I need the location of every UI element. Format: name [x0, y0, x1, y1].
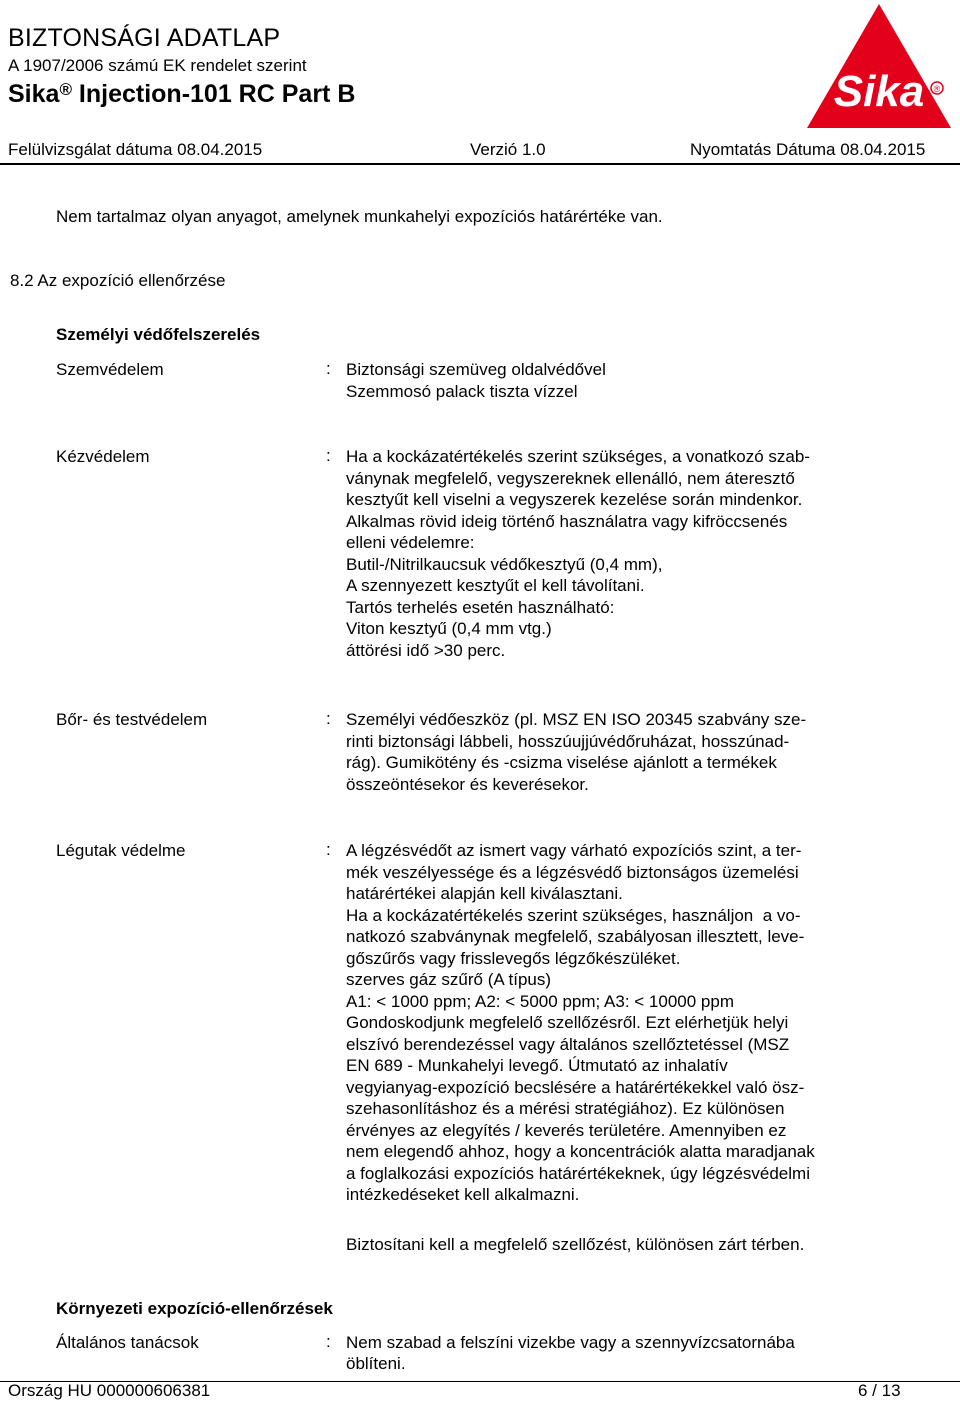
section-heading: 8.2 Az expozíció ellenőrzése [10, 271, 226, 290]
ppe-heading: Személyi védőfelszerelés [56, 325, 261, 344]
version: Verzió 1.0 [470, 140, 546, 159]
footer-country: Ország HU 000000606381 [8, 1381, 211, 1400]
general-advice-value [346, 1332, 795, 1374]
text-line: A szennyezett kesztyűt el kell távolítani. [346, 576, 645, 595]
registered-mark: ® [59, 80, 72, 99]
text-line: elleni védelemre: [346, 533, 475, 552]
product-name [8, 80, 355, 109]
text-line: érvényes az elegyítés / keverés területére. Amennyiben ez [346, 1120, 787, 1140]
print-date: Nyomtatás Dátuma 08.04.2015 [690, 140, 926, 159]
ventilation-note: Biztosítani kell a megfelelő szellőzést, különösen zárt térben. [346, 1235, 805, 1254]
header-divider [0, 163, 960, 165]
text-line: a foglalkozási expozíciós határértékeknek, úgy légzésvédelmi [346, 1163, 810, 1183]
text-line: szehasonlításhoz és a mérési stratégiához). Ez különösen [346, 1099, 785, 1118]
text-line: intézkedéseket kell alkalmazni. [346, 1185, 580, 1204]
text-line: A1: < 1000 ppm; A2: < 5000 ppm; A3: < 10000 ppm [346, 991, 734, 1011]
text-line: nem elegendő ahhoz, hogy a koncentrációk alatta maradjanak [346, 1142, 815, 1161]
text-line: vegyianyag-expozíció becslésére a határértékekkel való ösz- [346, 1077, 805, 1097]
text-line: Butil-/Nitrilkaucsuk védőkesztyű (0,4 mm), [346, 554, 663, 574]
respiratory-protection-value [346, 840, 815, 1206]
text-line: kesztyűt kell viselni a vegyszerek kezelése során mindenkor. [346, 490, 803, 509]
hand-protection-label: Kézvédelem [56, 447, 150, 466]
colon: : [326, 709, 331, 728]
eye-protection-label: Szemvédelem [56, 360, 164, 379]
skin-protection-label: Bőr- és testvédelem [56, 710, 208, 729]
text-line: elszívó berendezéssel vagy általános szellőztetéssel (MSZ [346, 1034, 790, 1054]
product-title-rest: Injection-101 RC Part B [71, 80, 356, 108]
text-line: natkozó szabványnak megfelelő, szabályosan illesztett, leve- [346, 927, 805, 946]
regulation-line: A 1907/2006 számú EK rendelet szerint [8, 56, 307, 75]
text-line: EN 689 - Munkahelyi levegő. Útmutató az inhalatív [346, 1056, 728, 1075]
text-line: Ha a kockázatértékelés szerint szükséges, használjon a vo- [346, 905, 801, 925]
text-line: rinti biztonsági lábbeli, hosszúujjúvédőruházat, hosszúnad- [346, 731, 790, 751]
text-line: gőszűrős vagy frisslevegős légzőkészüléket. [346, 948, 681, 968]
colon: : [326, 840, 331, 859]
text-line: Nem szabad a felszíni vizekbe vagy a szennyvízcsatornába [346, 1333, 795, 1352]
colon: : [326, 446, 331, 465]
text-line: rág). Gumikötény és -csizma viselése ajánlott a termékek [346, 753, 777, 772]
text-line: öblíteni. [346, 1354, 406, 1373]
logo-registered: ® [933, 84, 941, 94]
text-line: Ha a kockázatértékelés szerint szükséges, a vonatkozó szab- [346, 447, 810, 466]
colon: : [326, 1332, 331, 1351]
document-type-title: BIZTONSÁGI ADATLAP [8, 24, 281, 52]
text-line: Biztonsági szemüveg oldalvédővel [346, 360, 606, 379]
text-line: Viton kesztyű (0,4 mm vtg.) [346, 619, 552, 638]
respiratory-protection-label: Légutak védelme [56, 841, 186, 860]
text-line: Alkalmas rövid ideig történő használatra vagy kifröccsenés [346, 511, 788, 531]
sika-logo-icon [804, 2, 954, 130]
colon: : [326, 359, 331, 378]
product-brand: Sika [8, 80, 60, 108]
text-line: határértékei alapján kell kiválasztani. [346, 884, 623, 903]
hand-protection-value [346, 446, 810, 661]
general-advice-label: Általános tanácsok [56, 1333, 199, 1352]
environmental-heading: Környezeti expozíció-ellenőrzések [56, 1299, 333, 1318]
text-line: ványnak megfelelő, vegyszereknek ellenálló, nem áteresztő [346, 468, 795, 488]
revision-date: Felülvizsgálat dátuma 08.04.2015 [8, 140, 263, 159]
text-line: Személyi védőeszköz (pl. MSZ EN ISO 20345 szabvány sze- [346, 710, 807, 729]
text-line: A légzésvédőt az ismert vagy várható expozíciós szint, a ter- [346, 841, 802, 860]
logo-text: Sika [833, 67, 925, 116]
intro-text: Nem tartalmaz olyan anyagot, amelynek munkahelyi expozíciós határértéke van. [56, 207, 663, 226]
text-line: összeöntésekor és keverésekor. [346, 774, 589, 794]
text-line: szerves gáz szűrő (A típus) [346, 970, 552, 989]
eye-protection-value [346, 359, 606, 402]
text-line: mék veszélyessége és a légzésvédő biztonságos üzemelési [346, 862, 799, 882]
text-line: Tartós terhelés esetén használható: [346, 597, 615, 617]
text-line: áttörési idő >30 perc. [346, 640, 506, 660]
text-line: Szemmosó palack tiszta vízzel [346, 381, 578, 401]
skin-protection-value [346, 709, 806, 795]
page-number: 6 / 13 [858, 1381, 901, 1400]
text-line: Gondoskodjunk megfelelő szellőzésről. Ezt elérhetjük helyi [346, 1013, 789, 1032]
